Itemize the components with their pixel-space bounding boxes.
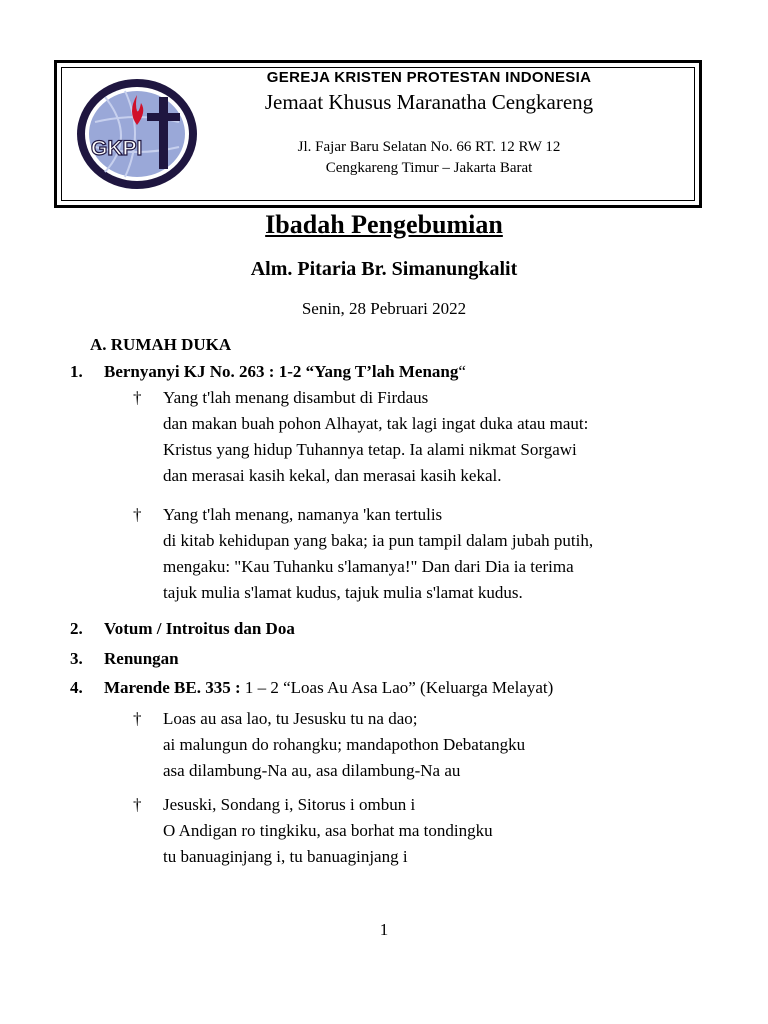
- dagger-icon: †: [133, 505, 142, 524]
- service-date: Senin, 28 Pebruari 2022: [301, 299, 467, 318]
- verse-line: Yang t'lah menang disambut di Firdaus: [163, 388, 429, 407]
- verse-line: O Andigan ro tingkiku, asa borhat ma tondingku: [163, 821, 493, 840]
- verse-line: di kitab kehidupan yang baka; ia pun tampil dalam jubah putih,: [163, 531, 594, 550]
- order-item-3: [70, 649, 179, 669]
- item-title: Marende BE. 335 :: [104, 678, 241, 697]
- dagger-icon: †: [133, 709, 142, 728]
- organization-name: GEREJA KRISTEN PROTESTAN INDONESIA: [266, 69, 592, 86]
- hymn-verse-4: [133, 792, 493, 870]
- item-number: 3.: [70, 649, 83, 668]
- item-detail: “: [458, 362, 466, 381]
- item-number: 2.: [70, 619, 83, 638]
- logo-globe: [89, 91, 185, 177]
- verse-line: Yang t'lah menang, namanya 'kan tertulis: [163, 505, 443, 524]
- verse-line: Jesuski, Sondang i, Sitorus i ombun i: [163, 795, 416, 814]
- verse-line: dan makan buah pohon Alhayat, tak lagi ingat duka atau maut:: [163, 414, 589, 433]
- order-item-1: [70, 362, 466, 382]
- item-number: 4.: [70, 678, 83, 697]
- verse-line: asa dilambung-Na au, asa dilambung-Na au: [163, 761, 461, 780]
- dagger-icon: †: [133, 795, 142, 814]
- verse-line: Kristus yang hidup Tuhannya tetap. Ia alami nikmat Sorgawi: [163, 440, 577, 459]
- document-title: Ibadah Pengebumian: [265, 210, 503, 239]
- logo-text: GKPI: [91, 137, 143, 160]
- address-line-1: Jl. Fajar Baru Selatan No. 66 RT. 12 RW 12: [297, 139, 561, 155]
- section-heading: A. RUMAH DUKA: [90, 335, 232, 354]
- verse-line: Loas au asa lao, tu Jesusku tu na dao;: [163, 709, 418, 728]
- hymn-verse-1: [133, 385, 588, 489]
- deceased-name: Alm. Pitaria Br. Simanungkalit: [250, 258, 518, 280]
- item-title: Bernyanyi KJ No. 263 : 1-2 “Yang T’lah Menang: [104, 362, 459, 381]
- hymn-verse-3: [133, 706, 525, 784]
- gkpi-logo: [75, 77, 205, 192]
- verse-line: ai malungun do rohangku; mandapothon Debatangku: [163, 735, 526, 754]
- item-number: 1.: [70, 362, 83, 381]
- item-detail: 1 – 2 “Loas Au Asa Lao” (Keluarga Melayat): [240, 678, 554, 697]
- cross-icon: [159, 97, 168, 169]
- dagger-icon: †: [133, 388, 142, 407]
- order-item-2: [70, 619, 295, 639]
- verse-line: tajuk mulia s'lamat kudus, tajuk mulia s'lamat kudus.: [163, 583, 523, 602]
- verse-line: dan merasai kasih kekal, dan merasai kasih kekal.: [163, 466, 502, 485]
- page-number: 1: [379, 920, 389, 939]
- order-item-4: [70, 678, 553, 698]
- verse-line: mengaku: "Kau Tuhanku s'lamanya!" Dan dari Dia ia terima: [163, 557, 574, 576]
- verse-line: tu banuaginjang i, tu banuaginjang i: [163, 847, 408, 866]
- item-title: Renungan: [104, 649, 179, 668]
- congregation-name: Jemaat Khusus Maranatha Cengkareng: [264, 90, 594, 114]
- item-title: Votum / Introitus dan Doa: [104, 619, 295, 638]
- hymn-verse-2: [133, 502, 593, 606]
- address-line-2: Cengkareng Timur – Jakarta Barat: [325, 160, 533, 176]
